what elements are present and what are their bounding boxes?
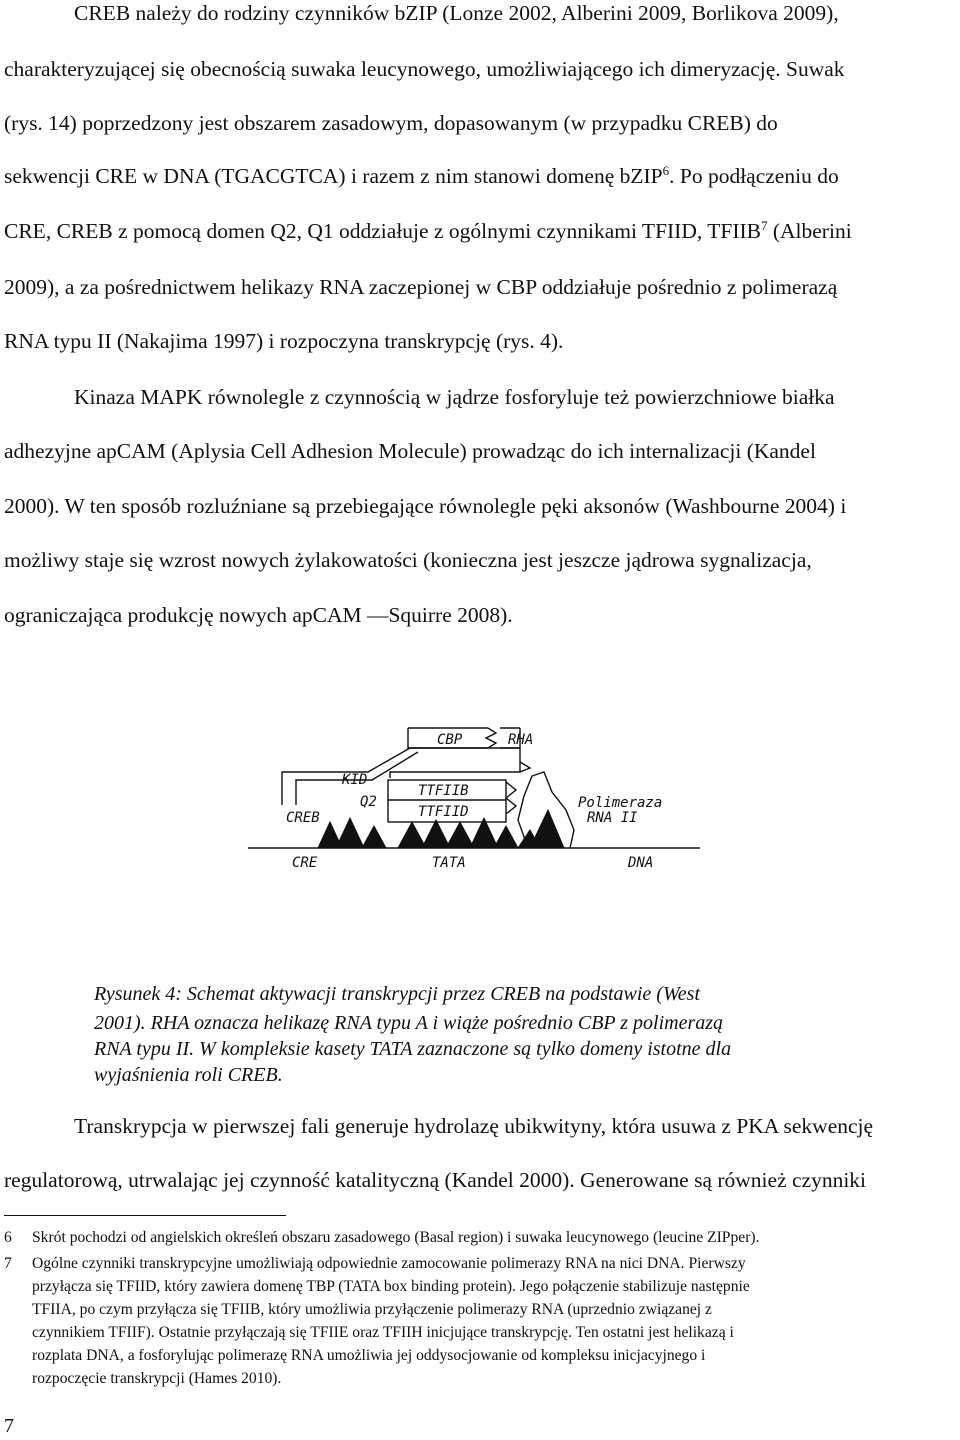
label-tata: TATA bbox=[432, 855, 466, 871]
label-q2: Q2 bbox=[360, 794, 377, 810]
body-line: adhezyjne apCAM (Aplysia Cell Adhesion Molecule) prowadząc do ich internalizacji (Kandel bbox=[4, 439, 816, 463]
footnote-number: 6 bbox=[4, 1229, 12, 1246]
body-text: sekwencji CRE w DNA (TGACGTCA) i razem z nim stanowi domenę bZIP bbox=[4, 164, 663, 188]
footnote-line: rozplata DNA, a fosforylując polimerazę RNA umożliwia jej oddysocjowanie od kompleksu inicjacyjnego i bbox=[32, 1347, 706, 1364]
body-text: CRE, CREB z pomocą domen Q2, Q1 oddziałuje z ogólnymi czynnikami TFIID, TFIIB bbox=[4, 219, 761, 243]
footnote-line: rozpoczęcie transkrypcji (Hames 2010). bbox=[32, 1370, 282, 1387]
footnote-line: Ogólne czynniki transkrypcyjne umożliwiają odpowiednie zamocowanie polimerazy RNA na nici DNA. Pierwszy bbox=[32, 1255, 746, 1272]
body-line: ograniczająca produkcję nowych apCAM —Squirre 2008). bbox=[4, 603, 513, 627]
body-line: Kinaza MAPK równolegle z czynnością w jądrze fosforyluje też powierzchniowe białka bbox=[74, 385, 835, 409]
footnote-number: 7 bbox=[4, 1255, 12, 1272]
body-line: 2000). W ten sposób rozluźniane są przebiegające równolegle pęki aksonów (Washbourne 2004) i bbox=[4, 494, 847, 518]
figure-caption-line: Rysunek 4: Schemat aktywacji transkrypcji przez CREB na podstawie (West bbox=[94, 983, 701, 1005]
label-polimeraza: Polimeraza bbox=[578, 795, 663, 811]
footnote-ref-6[interactable]: 6 bbox=[662, 162, 670, 178]
label-dna: DNA bbox=[628, 855, 654, 871]
figure-caption-line: wyjaśnienia roli CREB. bbox=[94, 1064, 283, 1086]
body-line: RNA typu II (Nakajima 1997) i rozpoczyna transkrypcję (rys. 4). bbox=[4, 329, 564, 353]
body-line: CREB należy do rodziny czynników bZIP (Lonze 2002, Alberini 2009, Borlikova 2009), bbox=[74, 1, 839, 25]
footnote-line: Skrót pochodzi od angielskich określeń obszaru zasadowego (Basal region) i suwaka leucynowego (leucine ZIPper). bbox=[32, 1229, 760, 1246]
figure-caption-line: 2001). RHA oznacza helikazę RNA typu A i wiąże pośrednio CBP z polimerazą bbox=[94, 1012, 724, 1034]
label-ttfiid: TTFIID bbox=[418, 804, 469, 820]
label-rna-ii: RNA II bbox=[587, 810, 638, 826]
cbp-box-outline bbox=[408, 728, 520, 748]
creb-domain bbox=[336, 818, 364, 848]
label-cbp: CBP bbox=[437, 732, 463, 748]
body-text: (Alberini bbox=[767, 219, 852, 243]
body-line: regulatorową, utrwalając jej czynność katalityczną (Kandel 2000). Generowane są również czynniki bbox=[4, 1168, 867, 1192]
footnote-line: przyłącza się TFIID, który zawiera domenę TBP (TATA box binding protein). Jego połączenie stabilizuje następnie bbox=[32, 1278, 750, 1295]
body-line: charakteryzującej się obecnością suwaka leucynowego, umożliwiającego ich dimeryzację. Suwak bbox=[4, 57, 845, 81]
body-text: . Po podłączeniu do bbox=[669, 164, 839, 188]
figure-caption-line: RNA typu II. W kompleksie kasety TATA zaznaczone są tylko domeny istotne dla bbox=[94, 1038, 732, 1060]
body-line: 2009), a za pośrednictwem helikazy RNA zaczepionej w CBP oddziałuje pośrednio z polimerazą bbox=[4, 275, 838, 299]
page-number: 7 bbox=[4, 1415, 14, 1437]
label-rha: RHA bbox=[508, 732, 534, 748]
body-line: możliwy staje się wzrost nowych żylakowatości (konieczna jest jeszcze jądrowa sygnalizacja, bbox=[4, 548, 812, 572]
label-cre: CRE bbox=[292, 855, 318, 871]
label-creb: CREB bbox=[286, 810, 320, 826]
body-line: Transkrypcja w pierwszej fali generuje hydrolazę ubikwityny, która usuwa z PKA sekwencję bbox=[74, 1114, 874, 1138]
rha-zigzag bbox=[486, 728, 496, 748]
tata-domain bbox=[398, 822, 426, 848]
body-line: (rys. 14) poprzedzony jest obszarem zasadowym, dopasowanym (w przypadku CREB) do bbox=[4, 111, 778, 135]
label-kid: KID bbox=[342, 772, 368, 788]
footnote-ref-7[interactable]: 7 bbox=[760, 217, 768, 233]
footnote-line: TFIIA, po czym przyłącza się TFIIB, który umożliwia przyłączenie polimerazy RNA (uprzednio związanej z bbox=[32, 1301, 712, 1318]
footnote-separator bbox=[4, 1215, 286, 1216]
footnote-line: czynnikiem TFIIF). Ostatnie przyłączają się TFIIE oraz TFIIH inicjujące transkrypcję. Ten ostatni jest helikazą i bbox=[32, 1324, 734, 1341]
polymerase-domain bbox=[530, 810, 564, 848]
label-ttfiib: TTFIIB bbox=[418, 783, 469, 799]
